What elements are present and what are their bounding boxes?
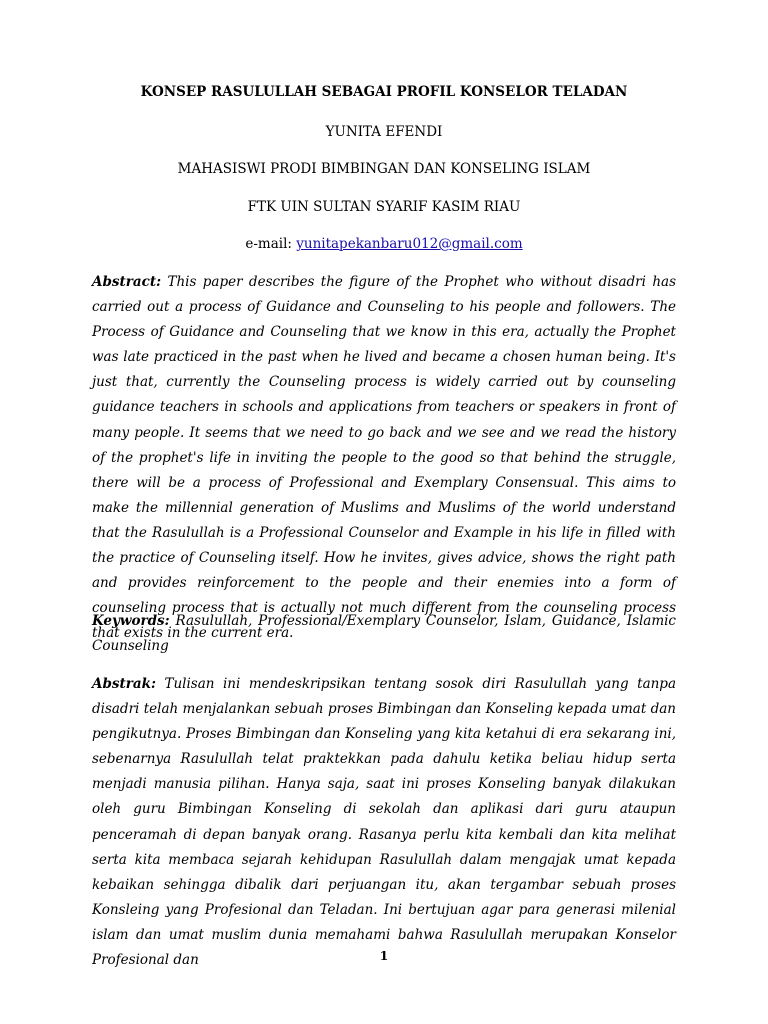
abstrak-label: Abstrak: [92, 676, 156, 692]
email-label: e-mail: [245, 236, 292, 252]
author-name: YUNITA EFENDI [325, 124, 443, 140]
keywords-text: Rasulullah, Professional/Exemplary Counselor, Islam, Guidance, Islamic Counseling [92, 613, 676, 655]
keywords [92, 609, 676, 659]
page-number: 1 [379, 948, 389, 963]
email-link[interactable]: yunitapekanbaru012@gmail.com [296, 236, 523, 252]
abstract-text: This paper describes the figure of the Prophet who without disadri has carried out a process of Guidance and Counseling to his people and followers. The Process of Guidance and Counseling that we know in this era, actually the Prophet was late practiced in the past when he lived and became a chosen human being. It's just that, currently the Counseling process is widely carried out by counseling guidance teachers in schools and applications from teachers or speakers in front of many people. It seems that we need to go back and we see and we read the history of the prophet's life in inviting the people to the good so that behind the struggle, there will be a process of Professional and Exemplary Consensual. This aims to make the millennial generation of Muslims and Muslims of the world understand that the Rasulullah is a Professional Counselor and Example in his life in filled with the practice of Counseling itself. How he invites, gives advice, shows the right path and provides reinforcement to the people and their enemies into a form of counseling process that is actually not much different from the counseling process that exists in the current era. [92, 274, 676, 642]
paper-title: KONSEP RASULULLAH SEBAGAI PROFIL KONSELOR TELADAN [140, 84, 628, 100]
abstract-indonesian [92, 672, 676, 973]
affiliation-institution: FTK UIN SULTAN SYARIF KASIM RIAU [247, 199, 521, 215]
abstrak-text: Tulisan ini mendeskripsikan tentang sosok diri Rasulullah yang tanpa disadri telah menjalankan sebuah proses Bimbingan dan Konseling kepada umat dan pengikutnya. Proses Bimbingan dan Konseling yang kita ketahui di era sekarang ini, sebenarnya Rasulullah telat praktekkan pada dahulu ketika beliau hidup serta menjadi manusia pilihan. Hanya saja, saat ini proses Konseling banyak dilakukan oleh guru Bimbingan Konseling di sekolah dan aplikasi dari guru ataupun penceramah di depan banyak orang. Rasanya perlu kita kembali dan kita melihat serta kita membaca sejarah kehidupan Rasulullah dalam mengajak umat kepada kebaikan sehingga dibalik dari perjuangan itu, akan tergambar sebuah proses Konsleing yang Profesional dan Teladan. Ini bertujuan agar para generasi milenial islam dan umat muslim dunia memahami bahwa Rasulullah merupakan Konselor Profesional dan [92, 676, 676, 969]
email-line [0, 236, 768, 252]
abstract-label: Abstract: [92, 274, 162, 290]
abstract-english [92, 270, 676, 646]
keywords-label: Keywords: [92, 613, 170, 629]
affiliation-program: MAHASISWI PRODI BIMBINGAN DAN KONSELING ISLAM [177, 161, 591, 177]
